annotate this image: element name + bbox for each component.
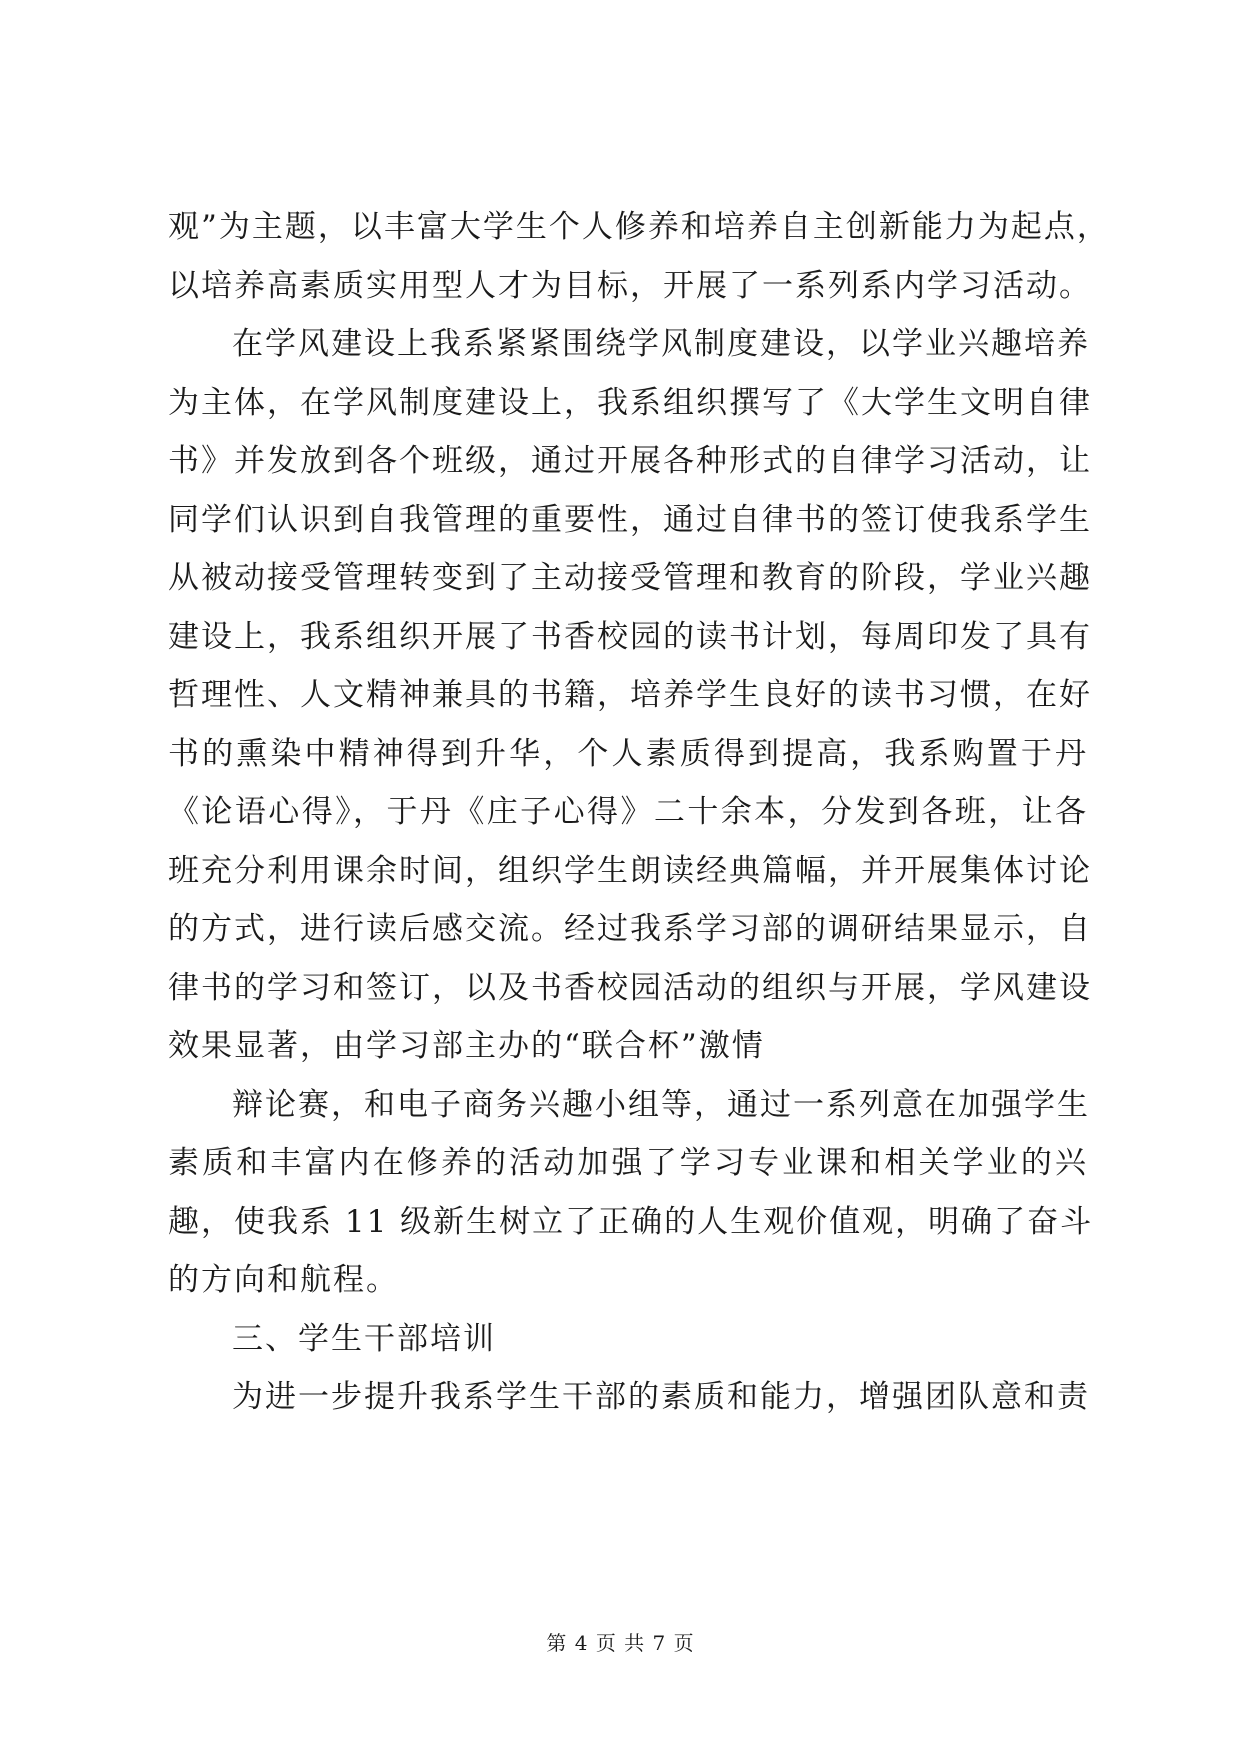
text-line: 书》并发放到各个班级，通过开展各种形式的自律学习活动，让 [168, 443, 1092, 479]
text-line: 效果显著，由学习部主办的“联合杯”激情 [168, 1028, 765, 1064]
document-body [168, 198, 1110, 1427]
page-number-footer: 第 4 页 共 7 页 [546, 1631, 695, 1655]
text-line: 为主体，在学风制度建设上，我系组织撰写了《大学生文明自律 [168, 384, 1092, 421]
text-line: 观”为主题，以丰富大学生个人修养和培养自主创新能力为起点， [168, 209, 1110, 245]
text-line: 哲理性、人文精神兼具的书籍，培养学生良好的读书习惯，在好 [168, 677, 1092, 713]
text-line: 班充分利用课余时间，组织学生朗读经典篇幅，并开展集体讨论 [168, 852, 1092, 889]
text-line: 《论语心得》，于丹《庄子心得》二十余本，分发到各班，让各 [168, 794, 1088, 830]
text-line: 从被动接受管理转变到了主动接受管理和教育的阶段，学业兴趣 [168, 560, 1092, 596]
paragraph-first-line: 辩论赛，和电子商务兴趣小组等，通过一系列意在加强学生 [232, 1086, 1090, 1123]
paragraph-first-line: 为进一步提升我系学生干部的素质和能力，增强团队意和责 [232, 1379, 1090, 1415]
text-line: 素质和丰富内在修养的活动加强了学习专业课和相关学业的兴 [168, 1145, 1088, 1181]
text-line: 以培养高素质实用型人才为目标，开展了一系列系内学习活动。 [168, 267, 1092, 304]
text-line: 趣，使我系 11 级新生树立了正确的人生观价值观，明确了奋斗 [168, 1203, 1094, 1240]
section-heading: 三、学生干部培训 [232, 1320, 496, 1357]
text-line: 的方式，进行读后感交流。经过我系学习部的调研结果显示，自 [168, 911, 1092, 947]
text-line: 书的熏染中精神得到升华，个人素质得到提高，我系购置于丹 [168, 735, 1088, 772]
text-line: 建设上，我系组织开展了书香校园的读书计划，每周印发了具有 [168, 618, 1092, 655]
text-line: 同学们认识到自我管理的重要性，通过自律书的签订使我系学生 [168, 501, 1092, 538]
text-line: 律书的学习和签订，以及书香校园活动的组织与开展，学风建设 [168, 969, 1092, 1006]
text-line: 的方向和航程。 [168, 1262, 399, 1298]
paragraph-first-line: 在学风建设上我系紧紧围绕学风制度建设，以学业兴趣培养 [232, 326, 1090, 362]
